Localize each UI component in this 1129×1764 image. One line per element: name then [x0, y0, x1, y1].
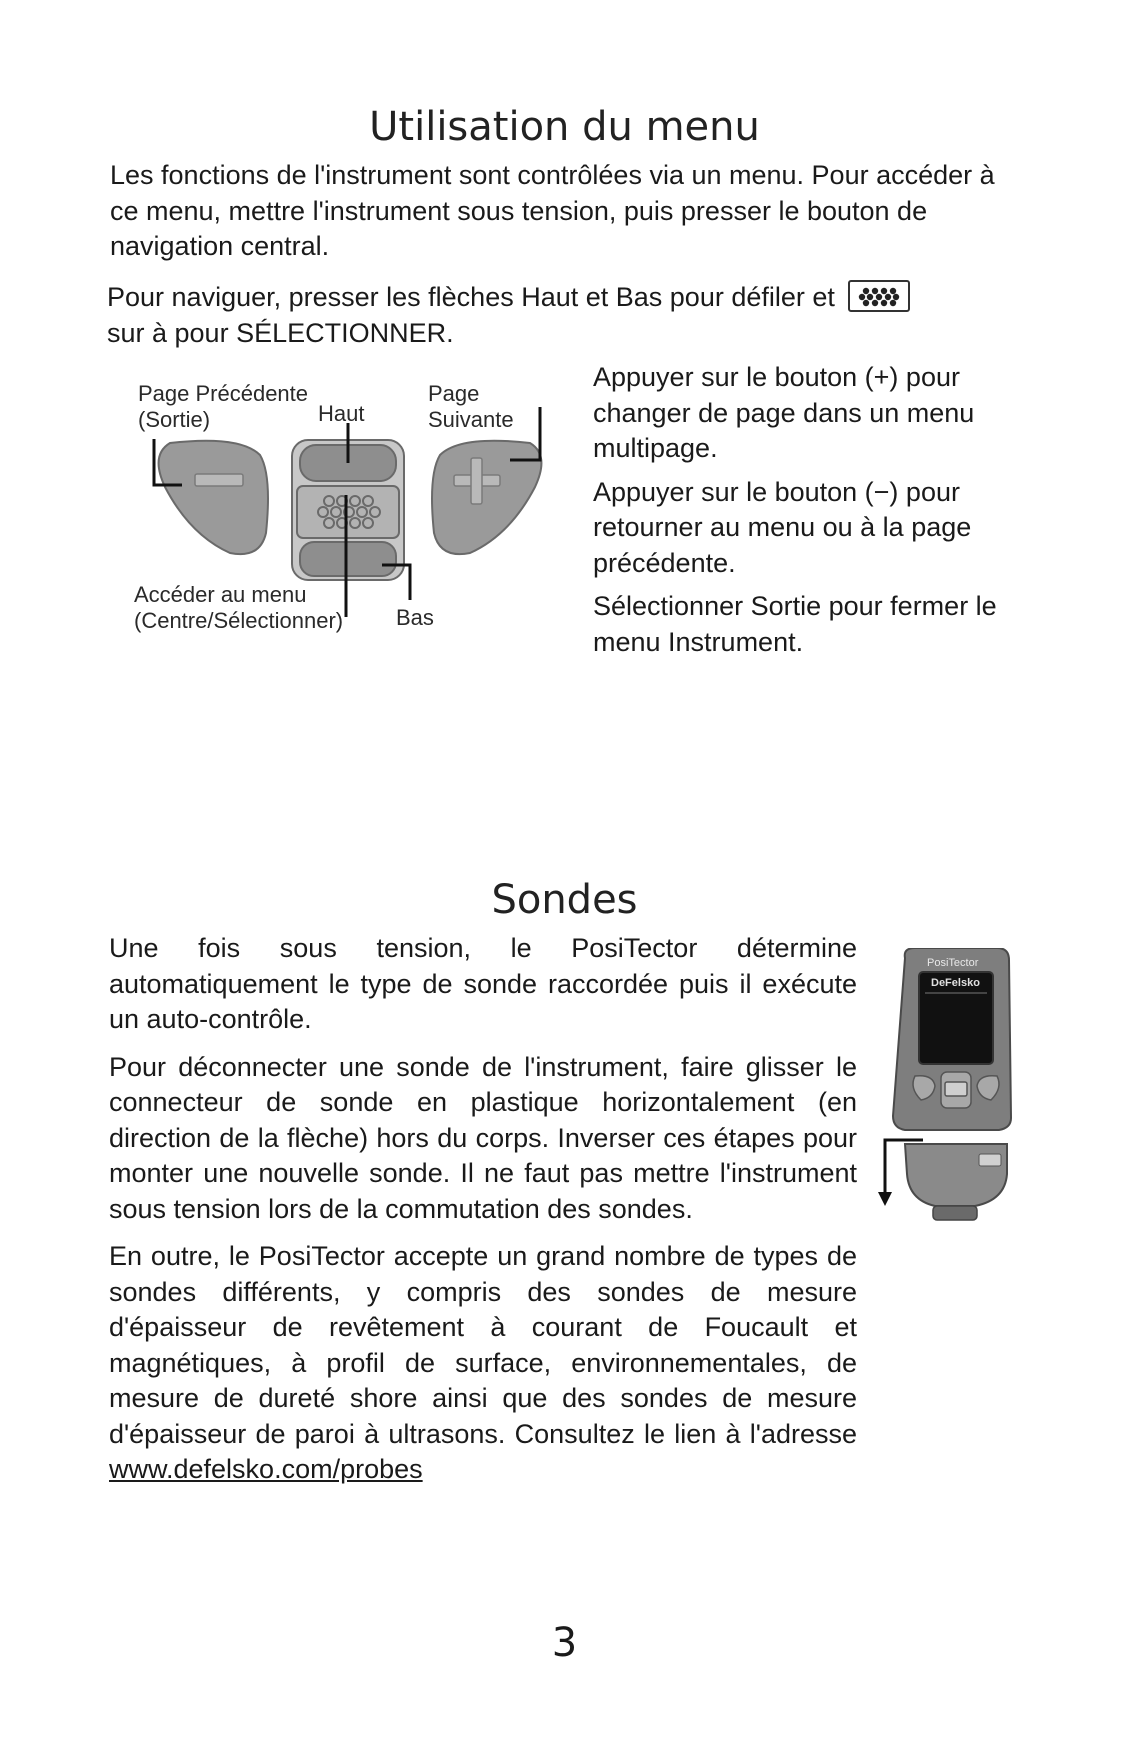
- probe-connector: [905, 1144, 1007, 1206]
- down-button[interactable]: [300, 542, 396, 576]
- label-next-page: Page Suivante: [428, 381, 514, 432]
- select-button[interactable]: [297, 486, 399, 538]
- navigate-text-2: sur à pour SÉLECTIONNER.: [107, 317, 454, 348]
- instruction-exit: Sélectionner Sortie pour fermer le menu Instrument.: [593, 591, 997, 657]
- page-number: 3: [551, 1620, 578, 1666]
- probes-paragraph-3: En outre, le PosiTector accepte un grand nombre de types de sondes différents, y compris des sondes de mesure d'épaisseur de revêtement à courant de Foucault et magnétiques, à profil de surface, environnementales, de mesure de dureté shore ainsi que des sondes de mesure d'épaisseur de paroi à ultrasons. Consultez le lien à l'adresse www.defelsko.com/probes: [109, 1241, 857, 1484]
- device-brand-text: PosiTector: [927, 957, 979, 969]
- positector-device-image: [875, 948, 1025, 1228]
- navigate-paragraph: [107, 280, 1037, 351]
- instruction-minus: Appuyer sur le bouton (−) pour retourner au menu ou à la page précédente.: [593, 476, 972, 578]
- center-button-icon: [848, 280, 910, 312]
- minus-button[interactable]: [159, 441, 268, 554]
- keypad-diagram: [130, 375, 570, 650]
- label-access-menu: Accéder au menu (Centre/Sélectionner): [134, 582, 344, 633]
- probes-paragraph-2: Pour déconnecter une sonde de l'instrument, faire glisser le connecteur de sonde en plastique horizontalement (en direction de la flèche) hors du corps. Inverser ces étapes pour monter une nouvelle sonde. Il ne faut pas mettre l'instrument sous tension lors de la commutation des sondes.: [109, 1051, 857, 1224]
- probes-section-title: Sondes: [491, 877, 638, 923]
- probes-link[interactable]: www.defelsko.com/probes: [109, 1454, 423, 1484]
- menu-intro-paragraph: Les fonctions de l'instrument sont contrôlées via un menu. Pour accéder à ce menu, mettre l'instrument sous tension, puis presser le bouton de navigation central.: [110, 160, 995, 261]
- label-down: Bas: [396, 605, 434, 630]
- device-logo-rule: [925, 992, 987, 994]
- probe-tip: [933, 1206, 977, 1220]
- instruction-plus: Appuyer sur le bouton (+) pour changer de page dans un menu multipage.: [593, 362, 975, 463]
- label-prev-page: Page Précédente (Sortie): [138, 381, 309, 432]
- minus-icon: [195, 474, 243, 486]
- device-logo-text: DeFelsko: [931, 977, 980, 989]
- arrow-head: [878, 1192, 892, 1206]
- menu-section-title: Utilisation du menu: [369, 104, 760, 150]
- menu-instructions: [593, 360, 1023, 660]
- navigate-text: Pour naviguer, presser les flèches Haut et Bas pour défiler et: [107, 282, 835, 312]
- label-up: Haut: [318, 401, 365, 426]
- probes-text: [109, 931, 857, 1488]
- probes-paragraph-1: Une fois sous tension, le PosiTector détermine automatiquement le type de sonde raccordée puis il exécute un auto-contrôle.: [109, 933, 857, 1034]
- probe-label: [979, 1154, 1001, 1166]
- plus-button[interactable]: [432, 441, 541, 554]
